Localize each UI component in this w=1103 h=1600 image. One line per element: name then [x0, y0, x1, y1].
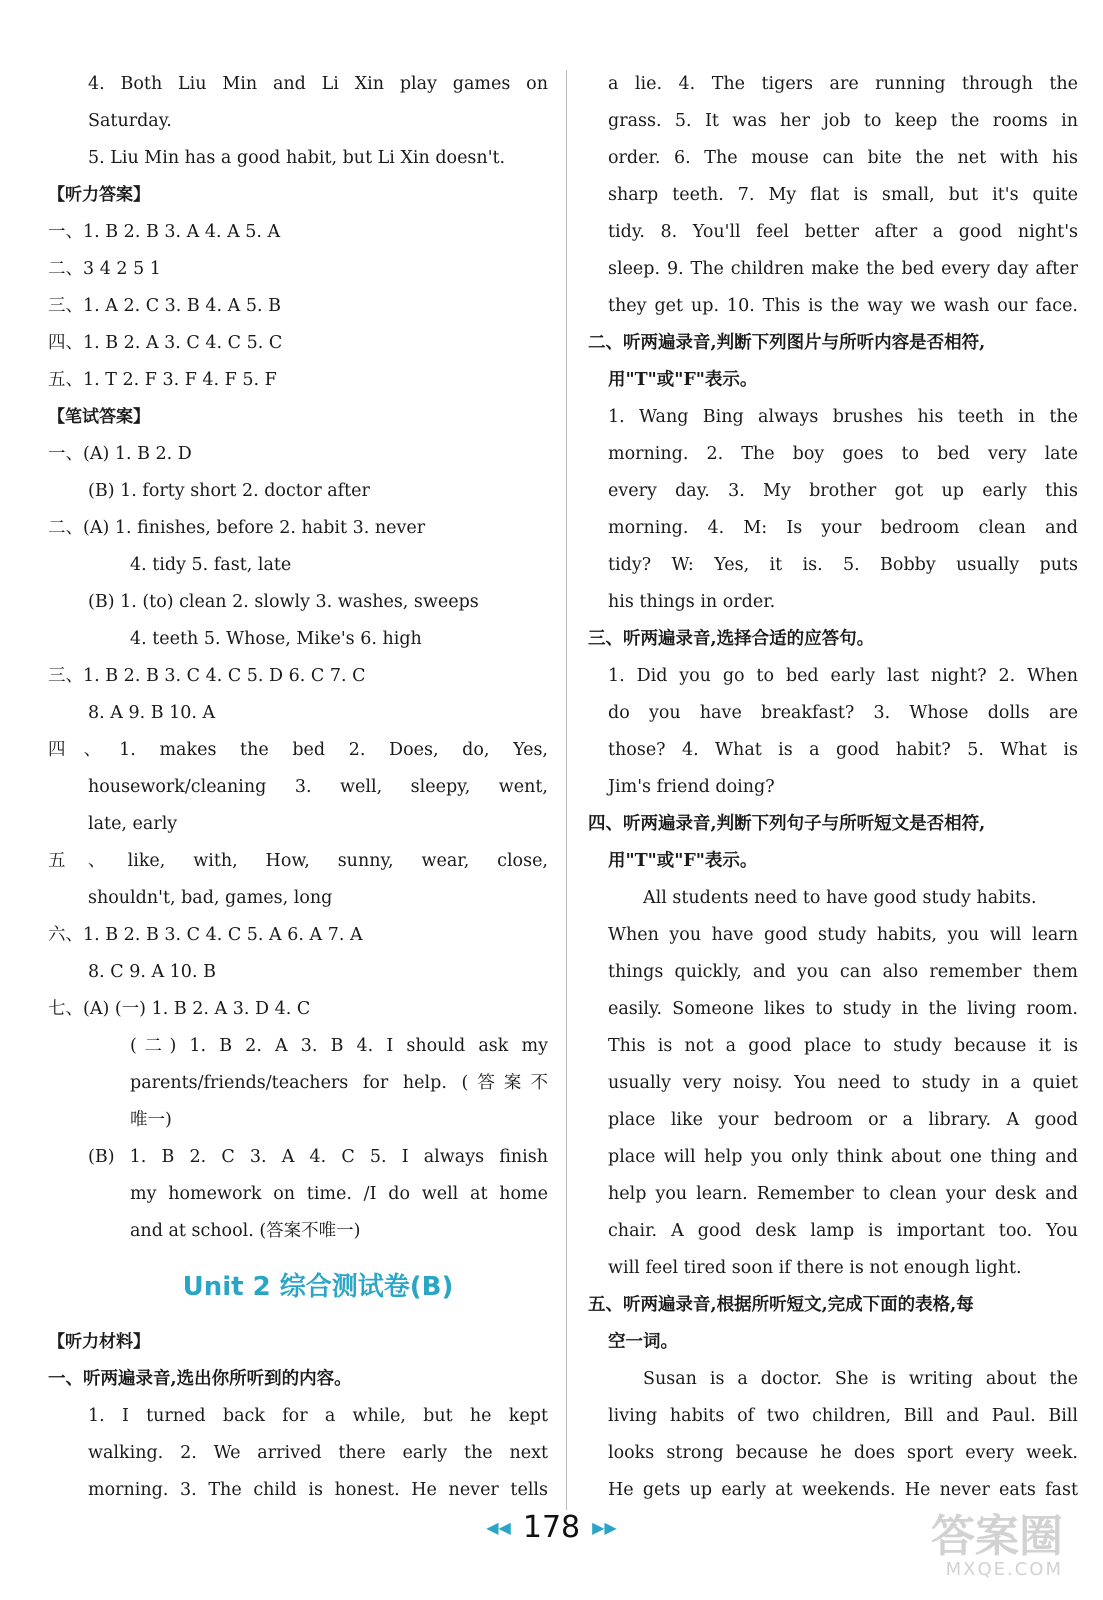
text-line: 4. teeth 5. Whose, Mike's 6. high	[130, 629, 422, 649]
text-line: will feel tired soon if there is not enough light.	[608, 1258, 1022, 1278]
text-line: parents/friends/teachers for help. (答案不	[130, 1073, 548, 1093]
answer-list	[48, 66, 548, 1250]
text-line: 1. I turned back for a while, but he kept	[88, 1406, 548, 1426]
text-line: shouldn't, bad, games, long	[88, 888, 333, 908]
text-line: they get up. 10. This is the way we wash our face.	[608, 296, 1078, 316]
text-line: morning. 2. The boy goes to bed very late	[608, 444, 1078, 464]
text-line: 5. Liu Min has a good habit, but Li Xin doesn't.	[88, 148, 506, 168]
text-line: 8. A 9. B 10. A	[88, 703, 216, 723]
listening-material-continued	[588, 66, 1078, 1509]
column-divider	[566, 70, 567, 1510]
text-line: a lie. 4. The tigers are running through the	[608, 74, 1078, 94]
text-line: 空一词。	[608, 1332, 678, 1352]
text-line: (B) 1. B 2. C 3. A 4. C 5. I always finish	[88, 1147, 548, 1167]
next-arrows-icon: ▶▶	[592, 1517, 617, 1537]
text-line: Susan is a doctor. She is writing about the	[643, 1369, 1078, 1389]
text-line: 唯一)	[130, 1110, 172, 1130]
text-line: my homework on time. /I do well at home	[130, 1184, 548, 1204]
text-line: Jim's friend doing?	[608, 777, 775, 797]
text-line: 二、3 4 2 5 1	[48, 259, 161, 279]
text-line: his things in order.	[608, 592, 776, 612]
text-line: sleep. 9. The children make the bed every day after	[608, 259, 1078, 279]
text-line: 1. Wang Bing always brushes his teeth in the	[608, 407, 1078, 427]
text-line: tidy. 8. You'll feel better after a good night's	[608, 222, 1078, 242]
text-line: 【听力答案】	[48, 185, 150, 205]
text-line: sharp teeth. 7. My flat is small, but it's quite	[608, 185, 1078, 205]
text-line: 【笔试答案】	[48, 407, 150, 427]
watermark-logo-text: 答案圈	[931, 1511, 1063, 1562]
text-line: every day. 3. My brother got up early this	[608, 481, 1078, 501]
text-line: 三、听两遍录音,选择合适的应答句。	[588, 629, 875, 649]
text-line: 一、(A) 1. B 2. D	[48, 444, 192, 464]
text-line: grass. 5. It was her job to keep the rooms in	[608, 111, 1078, 131]
text-line: 【听力材料】	[48, 1332, 150, 1352]
text-line: When you have good study habits, you will learn	[608, 925, 1078, 945]
watermark-url: MXQE.COM	[945, 1559, 1063, 1580]
text-line: 五、like, with, How, sunny, wear, close,	[48, 851, 548, 871]
text-line: place like your bedroom or a library. A good	[608, 1110, 1078, 1130]
text-line: 4. Both Liu Min and Li Xin play games on	[88, 74, 548, 94]
text-line: 一、听两遍录音,选出你所听到的内容。	[48, 1369, 352, 1389]
text-line: living habits of two children, Bill and Paul. Bill	[608, 1406, 1078, 1426]
text-line: late, early	[88, 814, 178, 834]
text-line: do you have breakfast? 3. Whose dolls are	[608, 703, 1078, 723]
text-line: 一、1. B 2. B 3. A 4. A 5. A	[48, 222, 281, 242]
text-line: looks strong because he does sport every week.	[608, 1443, 1078, 1463]
text-line: (二) 1. B 2. A 3. B 4. I should ask my	[130, 1036, 548, 1056]
text-line: 用"T"或"F"表示。	[608, 370, 758, 390]
listening-material	[48, 1324, 548, 1509]
text-line: Saturday.	[88, 111, 172, 131]
page-number: 178	[522, 1509, 581, 1545]
text-line: 4. tidy 5. fast, late	[130, 555, 292, 575]
watermark	[931, 1511, 1063, 1580]
text-line: usually very noisy. You need to study in a quiet	[608, 1073, 1078, 1093]
text-line: 四、1. B 2. A 3. C 4. C 5. C	[48, 333, 283, 353]
text-line: 1. Did you go to bed early last night? 2. When	[608, 666, 1078, 686]
text-line: He gets up early at weekends. He never eats fast	[608, 1480, 1078, 1500]
text-line: (B) 1. (to) clean 2. slowly 3. washes, sweeps	[88, 592, 479, 612]
text-line: 二、听两遍录音,判断下列图片与所听内容是否相符,	[588, 333, 986, 353]
text-line: 五、听两遍录音,根据所听短文,完成下面的表格,每	[588, 1295, 974, 1315]
text-line: walking. 2. We arrived there early the next	[88, 1443, 548, 1463]
text-line: easily. Someone likes to study in the living room.	[608, 999, 1078, 1019]
text-line: 8. C 9. A 10. B	[88, 962, 216, 982]
text-line: chair. A good desk lamp is important too. You	[608, 1221, 1078, 1241]
text-line: 四、1. makes the bed 2. Does, do, Yes,	[48, 740, 548, 760]
text-line: tidy? W: Yes, it is. 5. Bobby usually puts	[608, 555, 1078, 575]
text-line: and at school. (答案不唯一)	[130, 1221, 361, 1241]
text-line: place will help you only think about one thing and	[608, 1147, 1078, 1167]
text-line: 五、1. T 2. F 3. F 4. F 5. F	[48, 370, 277, 390]
right-column	[588, 66, 1078, 1509]
text-line: those? 4. What is a good habit? 5. What is	[608, 740, 1078, 760]
text-line: 用"T"或"F"表示。	[608, 851, 758, 871]
text-line: 二、(A) 1. finishes, before 2. habit 3. never	[48, 518, 426, 538]
text-line: housework/cleaning 3. well, sleepy, went,	[88, 777, 548, 797]
text-line: (B) 1. forty short 2. doctor after	[88, 481, 370, 501]
text-line: things quickly, and you can also remember them	[608, 962, 1078, 982]
text-line: order. 6. The mouse can bite the net with his	[608, 148, 1078, 168]
text-line: 六、1. B 2. B 3. C 4. C 5. A 6. A 7. A	[48, 925, 363, 945]
text-line: 三、1. A 2. C 3. B 4. A 5. B	[48, 296, 281, 316]
text-line: 七、(A) (一) 1. B 2. A 3. D 4. C	[48, 999, 311, 1019]
text-line: All students need to have good study habits.	[643, 888, 1037, 908]
text-line: 三、1. B 2. B 3. C 4. C 5. D 6. C 7. C	[48, 666, 366, 686]
text-line: 四、听两遍录音,判断下列句子与所听短文是否相符,	[588, 814, 986, 834]
left-column	[48, 66, 548, 1509]
text-line: help you learn. Remember to clean your desk and	[608, 1184, 1078, 1204]
unit-title: Unit 2 综合测试卷(B)	[182, 1272, 454, 1302]
text-line: This is not a good place to study because it is	[608, 1036, 1078, 1056]
text-line: morning. 3. The child is honest. He never tells	[88, 1480, 548, 1500]
text-line: morning. 4. M: Is your bedroom clean and	[608, 518, 1078, 538]
prev-arrows-icon: ◀◀	[486, 1517, 511, 1537]
